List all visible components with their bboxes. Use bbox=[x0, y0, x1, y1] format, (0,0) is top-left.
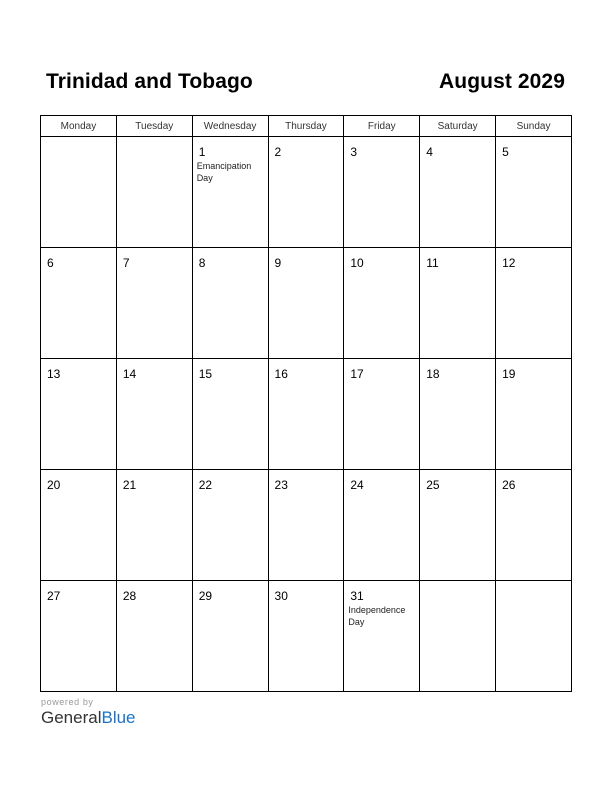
day-cell bbox=[41, 359, 117, 470]
holiday-label: Emancipation Day bbox=[196, 161, 252, 183]
day-number: 11 bbox=[426, 256, 439, 270]
weekday-header: Tuesday bbox=[116, 116, 192, 137]
day-number: 24 bbox=[350, 478, 364, 492]
day-number: 29 bbox=[198, 589, 213, 603]
footer-branding bbox=[41, 697, 136, 728]
day-number: 5 bbox=[502, 145, 509, 159]
calendar-country-title: Trinidad and Tobago bbox=[46, 70, 253, 93]
day-number: 17 bbox=[350, 367, 364, 381]
empty-day-cell bbox=[420, 581, 496, 692]
day-cell bbox=[268, 470, 344, 581]
weekday-header: Wednesday bbox=[192, 116, 268, 137]
day-number: 14 bbox=[122, 367, 137, 381]
day-number: 12 bbox=[502, 256, 516, 270]
empty-day-cell bbox=[41, 137, 117, 248]
day-cell bbox=[268, 248, 344, 359]
day-number: 16 bbox=[274, 367, 288, 381]
day-number: 28 bbox=[122, 589, 137, 603]
day-number: 15 bbox=[198, 367, 213, 381]
week-row bbox=[41, 581, 572, 692]
week-row bbox=[41, 248, 572, 359]
day-number: 23 bbox=[274, 478, 288, 492]
day-cell bbox=[344, 359, 420, 470]
powered-by-text: powered by bbox=[41, 697, 94, 707]
day-number: 18 bbox=[426, 367, 440, 381]
day-number: 27 bbox=[47, 589, 61, 603]
day-cell bbox=[344, 248, 420, 359]
empty-day-cell bbox=[116, 137, 192, 248]
day-number: 10 bbox=[350, 256, 364, 270]
day-number: 21 bbox=[122, 478, 137, 492]
day-cell bbox=[420, 248, 496, 359]
weekday-header: Friday bbox=[344, 116, 420, 137]
day-cell bbox=[41, 581, 117, 692]
calendar-month-title: August 2029 bbox=[439, 70, 565, 93]
day-number: 2 bbox=[274, 145, 282, 159]
day-cell bbox=[116, 581, 192, 692]
day-number: 31 bbox=[350, 589, 364, 603]
calendar-grid bbox=[40, 115, 572, 692]
weekday-header-row bbox=[41, 116, 572, 137]
day-cell bbox=[192, 359, 268, 470]
weekday-header: Thursday bbox=[268, 116, 344, 137]
day-cell bbox=[344, 581, 420, 692]
day-cell bbox=[41, 248, 117, 359]
day-cell bbox=[268, 137, 344, 248]
day-cell bbox=[496, 248, 572, 359]
logo-general-text: General bbox=[41, 708, 102, 727]
day-number: 1 bbox=[198, 145, 206, 159]
day-number: 8 bbox=[198, 256, 206, 270]
day-cell bbox=[420, 137, 496, 248]
day-number: 13 bbox=[47, 367, 61, 381]
day-number: 7 bbox=[122, 256, 130, 270]
day-number: 3 bbox=[350, 145, 358, 159]
day-cell bbox=[192, 137, 268, 248]
week-row bbox=[41, 137, 572, 248]
holiday-label: Independence Day bbox=[348, 605, 406, 627]
day-number: 26 bbox=[502, 478, 516, 492]
day-cell bbox=[116, 359, 192, 470]
empty-day-cell bbox=[496, 581, 572, 692]
day-cell bbox=[268, 359, 344, 470]
day-number: 9 bbox=[274, 256, 282, 270]
logo-blue-text: Blue bbox=[101, 708, 136, 727]
day-cell bbox=[344, 137, 420, 248]
weekday-header: Sunday bbox=[496, 116, 572, 137]
day-cell bbox=[192, 581, 268, 692]
day-number: 19 bbox=[502, 367, 516, 381]
week-row bbox=[41, 359, 572, 470]
day-cell bbox=[420, 359, 496, 470]
day-cell bbox=[496, 137, 572, 248]
week-row bbox=[41, 470, 572, 581]
weekday-header: Saturday bbox=[420, 116, 496, 137]
day-number: 25 bbox=[426, 478, 440, 492]
day-number: 22 bbox=[198, 478, 213, 492]
day-number: 4 bbox=[426, 145, 433, 159]
day-cell bbox=[192, 470, 268, 581]
weekday-header: Monday bbox=[41, 116, 117, 137]
day-cell bbox=[116, 248, 192, 359]
day-cell bbox=[268, 581, 344, 692]
day-number: 30 bbox=[274, 589, 288, 603]
day-cell bbox=[496, 359, 572, 470]
generalblue-logo[interactable] bbox=[41, 708, 136, 728]
day-cell bbox=[116, 470, 192, 581]
day-number: 6 bbox=[47, 256, 54, 270]
day-cell bbox=[192, 248, 268, 359]
day-number: 20 bbox=[47, 478, 61, 492]
day-cell bbox=[420, 470, 496, 581]
day-cell bbox=[496, 470, 572, 581]
day-cell bbox=[41, 470, 117, 581]
day-cell bbox=[344, 470, 420, 581]
